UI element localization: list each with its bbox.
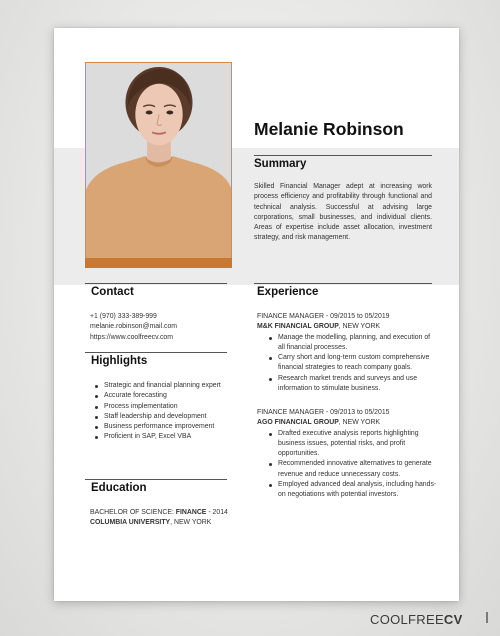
summary-text: Skilled Financial Manager adept at increasing work process efficiency and profitability through functional and technical analysis. Successful at advising large corporations, small businesses, and individual clients. Areas of expertise include asset allocation, investment strategy, and risk management.	[254, 183, 432, 242]
school-name: COLUMBIA UNIVERSITY	[90, 519, 171, 527]
list-item: Proficient in SAP, Excel VBA	[91, 432, 231, 442]
contact-details	[90, 312, 230, 343]
brand-logo[interactable]	[370, 612, 463, 627]
brand-bold: CV	[443, 612, 463, 627]
contact-website[interactable]: https://www.coolfreecv.com	[90, 333, 173, 341]
job-location: , NEW YORK	[338, 323, 381, 331]
job-company: M&K FINANCIAL GROUP	[257, 323, 339, 331]
highlights-heading: Highlights	[91, 355, 148, 367]
list-item: Recommended innovative alternatives to generate revenue and reduce unnecessary costs.	[265, 459, 437, 480]
list-item: Process implementation	[91, 402, 231, 412]
list-item: Carry short and long-term custom comprehensive financial strategies to reach company goals.	[265, 353, 437, 374]
job-title: FINANCE MANAGER - 09/2015 to 05/2019	[257, 313, 390, 320]
candidate-name: Melanie Robinson	[254, 119, 404, 139]
education-rule	[85, 479, 227, 480]
job-location: , NEW YORK	[338, 419, 381, 427]
list-item: Business performance improvement	[91, 422, 231, 432]
resume-page	[54, 28, 459, 601]
education-details	[90, 508, 240, 529]
job-entry	[257, 408, 437, 501]
portrait-image	[86, 63, 231, 267]
experience-rule	[254, 283, 432, 284]
job-bullets	[265, 333, 437, 395]
degree-line	[90, 508, 240, 518]
summary-heading: Summary	[254, 158, 307, 170]
list-item: Drafted executive analysis reports highlighting business issues, potential risks, and profit opportunities.	[265, 429, 437, 460]
contact-heading: Contact	[91, 286, 134, 298]
brand-light: COOLFREE	[370, 612, 444, 627]
job-company-line	[257, 322, 437, 332]
contact-phone: +1 (970) 333-389-999	[90, 313, 157, 320]
list-item: Staff leadership and development	[91, 412, 231, 422]
school-line	[90, 518, 240, 528]
summary-rule	[254, 155, 432, 156]
job-bullets	[265, 429, 437, 501]
job-company: AGO FINANCIAL GROUP	[257, 419, 339, 427]
list-item: Research market trends and surveys and use information to stimulate business.	[265, 374, 437, 395]
job-title: FINANCE MANAGER - 09/2013 to 05/2015	[257, 409, 390, 416]
job-company-line	[257, 418, 437, 428]
degree-year: - 2014	[206, 509, 228, 516]
job-entry	[257, 312, 437, 394]
photo-accent-strip	[85, 258, 232, 268]
school-location: , NEW YORK	[170, 519, 212, 527]
profile-photo	[85, 62, 232, 268]
list-item: Manage the modelling, planning, and execution of all financial processes.	[265, 333, 437, 354]
highlights-list	[91, 381, 231, 443]
degree-prefix: BACHELOR OF SCIENCE:	[90, 509, 176, 516]
list-item: Strategic and financial planning expert	[91, 381, 231, 391]
list-item: Employed advanced deal analysis, including hands-on negotiations with potential investors.	[265, 480, 437, 501]
list-item: Accurate forecasting	[91, 391, 231, 401]
education-heading: Education	[91, 482, 147, 494]
contact-rule	[85, 283, 227, 284]
brand-mark-icon	[484, 611, 490, 624]
experience-heading: Experience	[257, 286, 319, 298]
contact-email[interactable]: melanie.robinson@mail.com	[90, 323, 178, 331]
highlights-rule	[85, 352, 227, 353]
degree-field: FINANCE	[175, 509, 207, 516]
